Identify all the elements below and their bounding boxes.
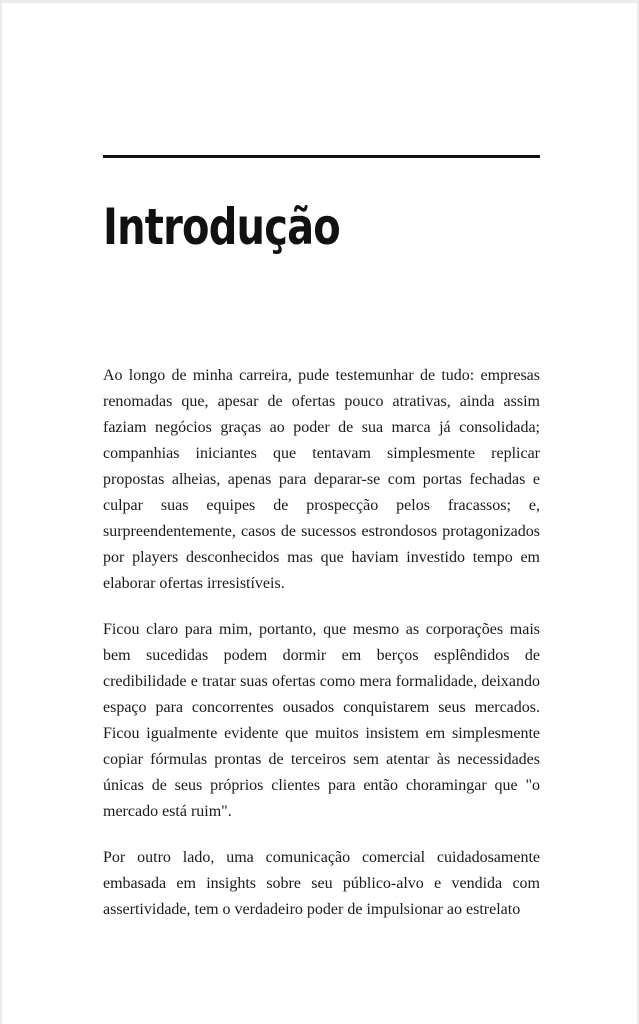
body-text bbox=[103, 363, 540, 943]
paragraph-1: Ao longo de minha carreira, pude testemunhar de tudo: empresas renomadas que, apesar de ofertas pouco atrativas, ainda assim faziam negócios graças ao poder de sua marca já consolidada; companhias iniciantes que tentavam simplesmente replicar propostas alheias, apenas para deparar-se com portas fechadas e culpar suas equipes de prospecção pelos fracassos; e, surpreendentemente, casos de sucessos estrondosos protagonizados por players desconhecidos mas que haviam investido tempo em elaborar ofertas irresistíveis. bbox=[103, 367, 540, 592]
title-divider bbox=[103, 155, 540, 158]
page-title: Introdução bbox=[103, 198, 340, 256]
paragraph-3: Por outro lado, uma comunicação comercial cuidadosamente embasada em insights sobre seu público-alvo e vendida com assertividade, tem o verdadeiro poder de impulsionar ao estrelato bbox=[103, 849, 540, 918]
paragraph-2: Ficou claro para mim, portanto, que mesmo as corporações mais bem sucedidas podem dormir em berços esplêndidos de credibilidade e tratar suas ofertas como mera formalidade, deixando espaço para concorrentes ousados conquistarem seus mercados. Ficou igualmente evidente que muitos insistem em simplesmente copiar fórmulas prontas de terceiros sem atentar às necessidades únicas de seus próprios clientes para então choramingar que "o mercado está ruim". bbox=[103, 621, 540, 820]
book-page bbox=[2, 3, 637, 1024]
